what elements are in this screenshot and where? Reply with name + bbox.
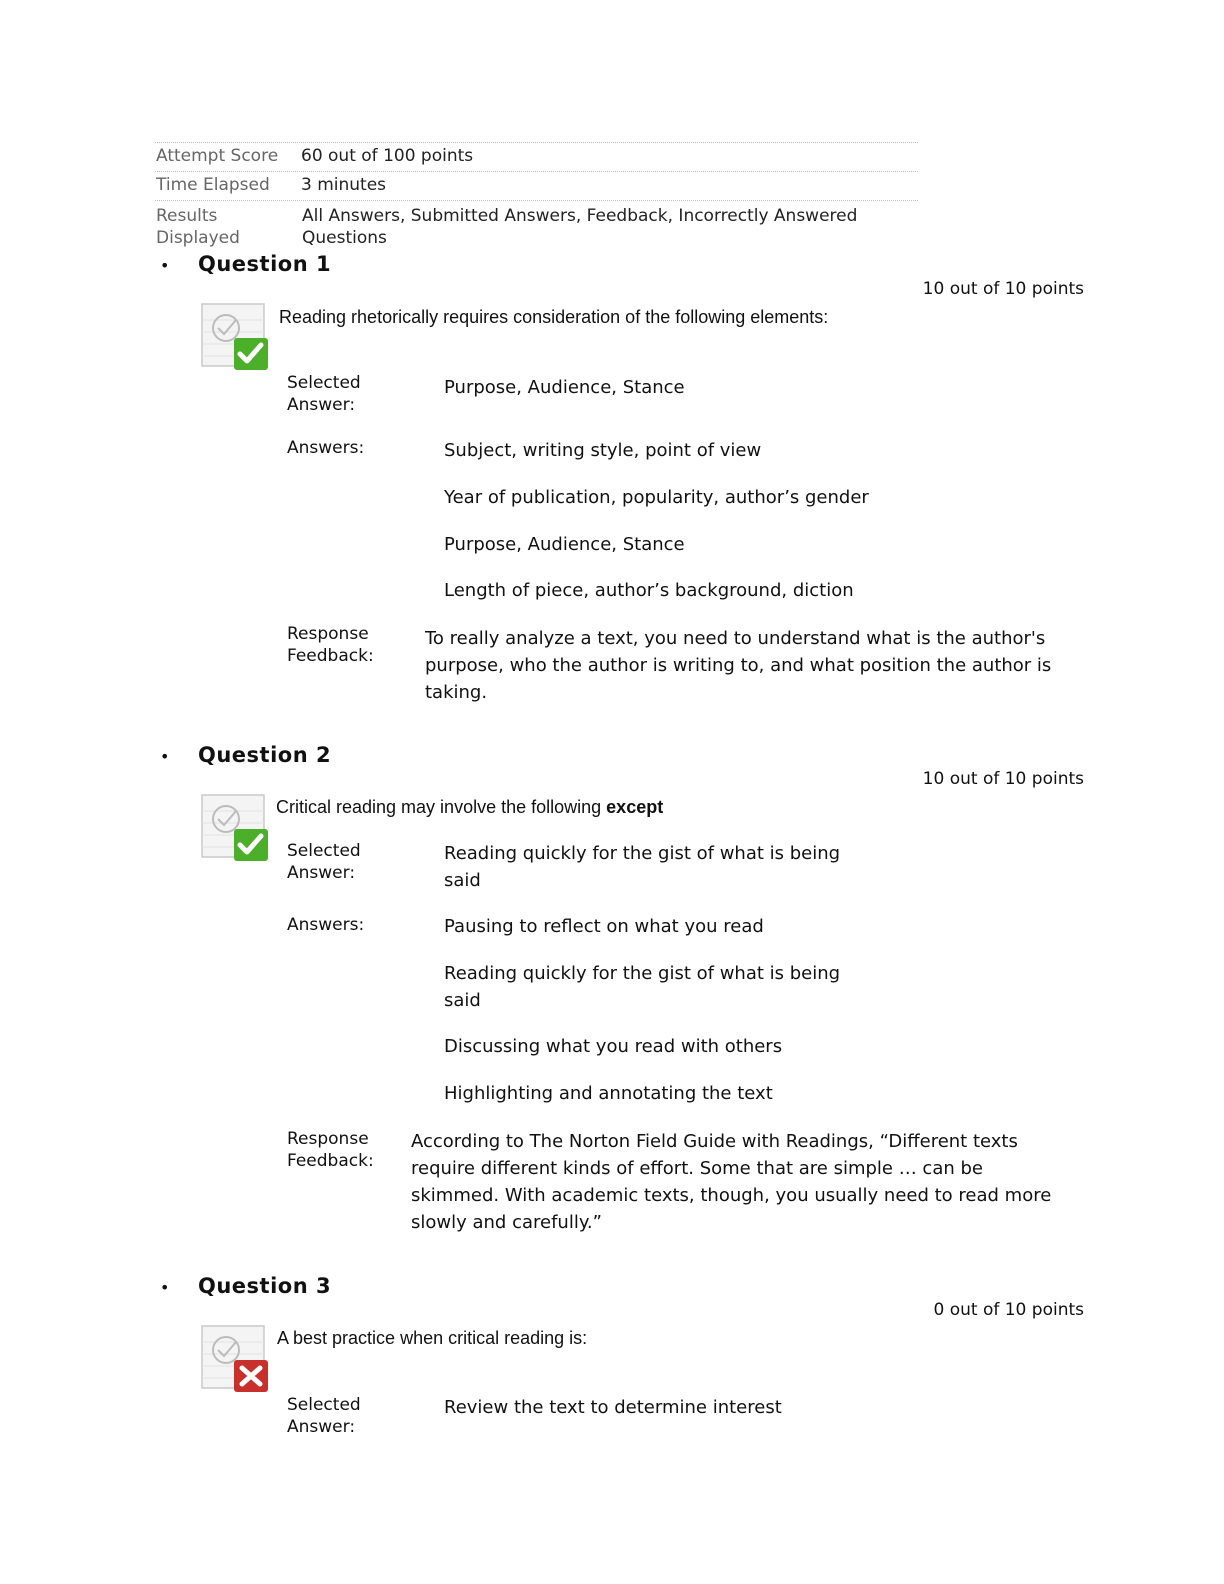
selected-answer-value: Review the text to determine interest <box>444 1397 782 1418</box>
answers-label: Answers: <box>287 915 365 935</box>
selected-answer-value: Purpose, Audience, Stance <box>444 377 685 398</box>
answer-option: Reading quickly for the gist of what is being said <box>444 963 841 1011</box>
summary-divider <box>155 200 918 201</box>
question-text <box>276 797 663 818</box>
question-text: Reading rhetorically requires consideration of the following elements: <box>279 307 829 327</box>
attempt-score-label: Attempt Score <box>156 146 279 166</box>
question-title: Question 3 <box>198 1274 332 1298</box>
question-title: Question 1 <box>198 252 332 276</box>
results-displayed-value: All Answers, Submitted Answers, Feedback, Incorrectly Answered Questions <box>302 206 858 248</box>
correct-check-icon <box>200 302 272 374</box>
bullet-icon: • <box>160 747 170 766</box>
answer-option: Purpose, Audience, Stance <box>444 534 685 555</box>
question-points: 10 out of 10 points <box>922 279 1084 299</box>
selected-answer-value: Reading quickly for the gist of what is being said <box>444 843 841 891</box>
bullet-icon: • <box>160 256 170 275</box>
selected-answer-label: Selected Answer: <box>287 373 361 415</box>
response-feedback-label: Response Feedback: <box>287 1129 374 1171</box>
response-feedback-text: To really analyze a text, you need to understand what is the author's purpose, who the author is writing to, and what position the author is taking. <box>425 628 1052 703</box>
attempt-score-value: 60 out of 100 points <box>301 146 474 166</box>
correct-check-icon <box>200 793 272 865</box>
time-elapsed-label: Time Elapsed <box>156 175 270 195</box>
answer-option: Subject, writing style, point of view <box>444 440 762 461</box>
bullet-icon: • <box>160 1278 170 1297</box>
answer-option: Pausing to reflect on what you read <box>444 916 764 937</box>
question-title: Question 2 <box>198 743 332 767</box>
answer-option: Discussing what you read with others <box>444 1036 783 1057</box>
question-text: A best practice when critical reading is: <box>277 1328 588 1348</box>
answer-option: Highlighting and annotating the text <box>444 1083 773 1104</box>
selected-answer-label: Selected Answer: <box>287 1395 361 1437</box>
incorrect-x-icon <box>200 1324 272 1396</box>
summary-divider <box>155 171 918 172</box>
answer-option: Year of publication, popularity, author’s gender <box>444 487 869 508</box>
response-feedback-label: Response Feedback: <box>287 624 374 666</box>
response-feedback-text: According to The Norton Field Guide with Readings, “Different texts require different kinds of effort. Some that are simple … can be skimmed. With academic texts, though, you usually need to read more slowly and carefully.” <box>411 1131 1052 1233</box>
results-displayed-label: Results Displayed <box>156 206 240 248</box>
answers-label: Answers: <box>287 438 365 458</box>
selected-answer-label: Selected Answer: <box>287 841 361 883</box>
summary-divider <box>155 142 918 143</box>
question-text-main: Critical reading may involve the following <box>276 797 602 817</box>
answer-option: Length of piece, author’s background, diction <box>444 580 854 601</box>
question-text-emphasis: except <box>606 797 664 817</box>
time-elapsed-value: 3 minutes <box>301 175 387 195</box>
question-points: 0 out of 10 points <box>933 1300 1084 1320</box>
question-points: 10 out of 10 points <box>922 769 1084 789</box>
